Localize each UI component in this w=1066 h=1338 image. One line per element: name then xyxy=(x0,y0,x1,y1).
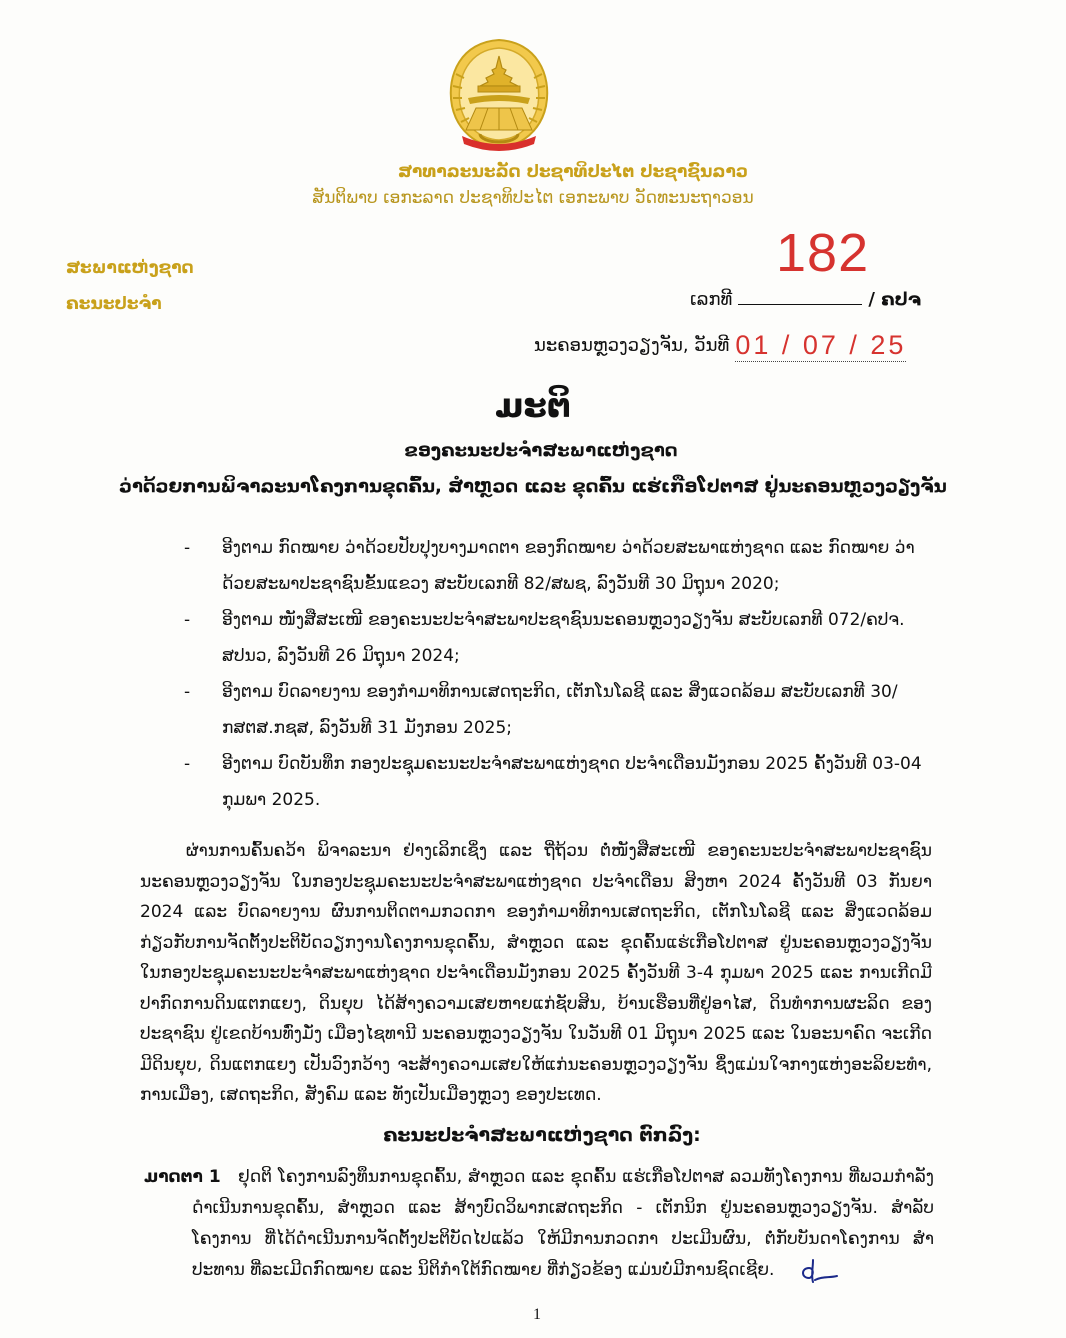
document-title: ມະຕິ xyxy=(495,386,571,426)
reference-text: ອີງຕາມ ໜັງສືສະເໜີ ຂອງຄະນະປະຈໍາສະພາປະຊາຊົນນະຄອນຫຼວງວຽງຈັນ ສະບັບເລກທີ 072/ຄປຈ. ສປນວ, ລົງວັນທີ 26 ມິຖຸນາ 2024; xyxy=(222,610,905,666)
reference-text: ອີງຕາມ ບົດບັນທຶກ ກອງປະຊຸມຄະນະປະຈໍາສະພາແຫ່ງຊາດ ປະຈໍາເດືອນມັງກອນ 2025 ຄັ້ງວັນທີ 03-04 ກຸມພາ 2025. xyxy=(222,754,922,810)
list-item xyxy=(184,674,944,746)
national-motto-line: ສັນຕິພາບ ເອກະລາດ ປະຊາທິປະໄຕ ເອກະພາບ ວັດທະນະຖາວອນ xyxy=(312,188,754,208)
article-text: ຢຸດຕິ ໂຄງການລົງທຶນການຂຸດຄົ້ນ, ສໍາຫຼວດ ແລະ ຂຸດຄົ້ນ ແຮ່ເກືອໂປຕາສ ລວມທັງໂຄງການ ທີ່ພວມກໍາລັງດໍາເນີນການຂຸດຄົ້ນ, ສໍາຫຼວດ ແລະ ສ້າງບົດວິພາກເສດຖະກິດ - ເຕັກນິກ ຢູ່ນະຄອນຫຼວງວຽງຈັນ. ສໍາລັບໂຄງການ ທີ່ໄດ້ດໍາເນີນການຈັດຕັ້ງປະຕິບັດໄປແລ້ວ ໃຫ້ມີການກວດກາ ປະເມີນຜົນ, ຕໍ່ກັບບັນດາໂຄງການ ສໍາປະທານ ທີ່ລະເມີດກົດໝາຍ ແລະ ນິຕິກໍາໃຕ້ກົດໝາຍ ທີ່ກ່ຽວຂ້ອງ ແມ່ນບໍ່ມີການຊົດເຊີຍ. xyxy=(192,1167,934,1280)
reference-text: ອີງຕາມ ບົດລາຍງານ ຂອງກໍາມາທິການເສດຖະກິດ, ເຕັກໂນໂລຊີ ແລະ ສິ່ງແວດລ້ອມ ສະບັບເລກທີ 30/ ກສຕສ.ກຊສ, ລົງວັນທີ 31 ມັງກອນ 2025; xyxy=(222,682,898,738)
document-number-line xyxy=(690,289,921,310)
list-item xyxy=(184,530,944,602)
legal-basis-list xyxy=(184,530,944,818)
list-item xyxy=(184,746,944,818)
document-number-blank xyxy=(738,290,862,305)
page-number: 1 xyxy=(533,1306,541,1323)
place-date-label: ນະຄອນຫຼວງວຽງຈັນ, ວັນທີ xyxy=(534,335,730,356)
document-subtitle-1: ຂອງຄະນະປະຈໍາສະພາແຫ່ງຊາດ xyxy=(404,440,678,461)
list-item xyxy=(184,602,944,674)
list-dash: - xyxy=(184,538,191,558)
document-number-suffix: / ຄປຈ xyxy=(868,289,922,310)
preamble-paragraph: ຜ່ານການຄົ້ນຄວ້າ ພິຈາລະນາ ຢ່າງເລິກເຊິ່ງ ແລະ ຖີ່ຖ້ວນ ຕໍ່ໜັງສືສະເໜີ ຂອງຄະນະປະຈໍາສະພາປະຊາຊົນນະຄອນຫຼວງວຽງຈັນ ໃນກອງປະຊຸມຄະນະປະຈໍາສະພາແຫ່ງຊາດ ປະຈໍາເດືອນ ສິງຫາ 2024 ຄັ້ງວັນທີ 03 ກັນຍາ 2024 ແລະ ບົດລາຍງານ ຜົນການຕິດຕາມກວດກາ ຂອງກໍາມາທິການເສດຖະກິດ, ເຕັກໂນໂລຊີ ແລະ ສິ່ງແວດລ້ອມ ກ່ຽວກັບການຈັດຕັ້ງປະຕິບັດວຽກງານໂຄງການຂຸດຄົ້ນ, ສໍາຫຼວດ ແລະ ຂຸດຄົ້ນແຮ່ເກືອໂປຕາສ ຢູ່ນະຄອນຫຼວງວຽງຈັນ ໃນກອງປະຊຸມຄະນະປະຈໍາສະພາແຫ່ງຊາດ ປະຈໍາເດືອນມັງກອນ 2025 ຄັ້ງວັນທີ 3-4 ກຸມພາ 2025 ແລະ ການເກີດມີປາກົດການດິນແຕກແຍງ, ດິນຍຸບ ໄດ້ສ້າງຄວາມເສຍຫາຍແກ່ຊັບສິນ, ບ້ານເຮືອນທີ່ຢູ່ອາໄສ, ດິນທໍາການຜະລິດ ຂອງປະຊາຊົນ ຢູ່ເຂດບ້ານທົ່ງມັ່ງ ເມືອງໄຊທານີ ນະຄອນຫຼວງວຽງຈັນ ໃນວັນທີ 01 ມິຖຸນາ 2025 ແລະ ໃນອະນາຄົດ ຈະເກີດມີດິນຍຸບ, ດິນແຕກແຍງ ເປັນວົງກວ້າງ ຈະສ້າງຄວາມເສຍໃຫ້ແກ່ນະຄອນຫຼວງວຽງຈັນ ຊຶ່ງແມ່ນໃຈກາງແຫ່ງອະລິຍະທໍາ, ການເມືອງ, ເສດຖະກິດ, ສັງຄົມ ແລະ ທັງເປັນເມືອງຫຼວງ ຂອງປະເທດ. xyxy=(140,841,932,1105)
list-dash: - xyxy=(184,682,191,702)
handwritten-document-number: 182 xyxy=(776,223,870,283)
document-subtitle-2: ວ່າດ້ວຍການພິຈາລະນາໂຄງການຂຸດຄົ້ນ, ສໍາຫຼວດ ແລະ ຂຸດຄົ້ນ ແຮ່ເກືອໂປຕາສ ຢູ່ນະຄອນຫຼວງວຽງຈັນ xyxy=(119,476,947,497)
issuing-body-line-1: ສະພາແຫ່ງຊາດ xyxy=(66,258,194,278)
national-emblem-icon xyxy=(440,34,558,154)
decision-heading: ຄະນະປະຈໍາສະພາແຫ່ງຊາດ ຕົກລົງ: xyxy=(383,1124,701,1146)
document-number-label: ເລກທີ xyxy=(690,289,733,310)
issuing-body-line-2: ຄະນະປະຈໍາ xyxy=(66,294,162,314)
initials-signature-icon xyxy=(795,1256,839,1286)
place-date-line xyxy=(534,327,906,359)
country-name-line: ສາທາລະນະລັດ ປະຊາທິປະໄຕ ປະຊາຊົນລາວ xyxy=(398,162,748,182)
handwritten-date: 01 / 07 / 25 xyxy=(735,330,907,360)
list-dash: - xyxy=(184,610,191,630)
reference-text: ອີງຕາມ ກົດໝາຍ ວ່າດ້ວຍປັບປຸງບາງມາດຕາ ຂອງກົດໝາຍ ວ່າດ້ວຍສະພາແຫ່ງຊາດ ແລະ ກົດໝາຍ ວ່າດ້ວຍສະພາປະຊາຊົນຂັ້ນແຂວງ ສະບັບເລກທີ 82/ສພຊ, ລົງວັນທີ 30 ມິຖຸນາ 2020; xyxy=(222,538,915,594)
article-label: ມາດຕາ 1 xyxy=(144,1167,221,1187)
list-dash: - xyxy=(184,754,191,774)
